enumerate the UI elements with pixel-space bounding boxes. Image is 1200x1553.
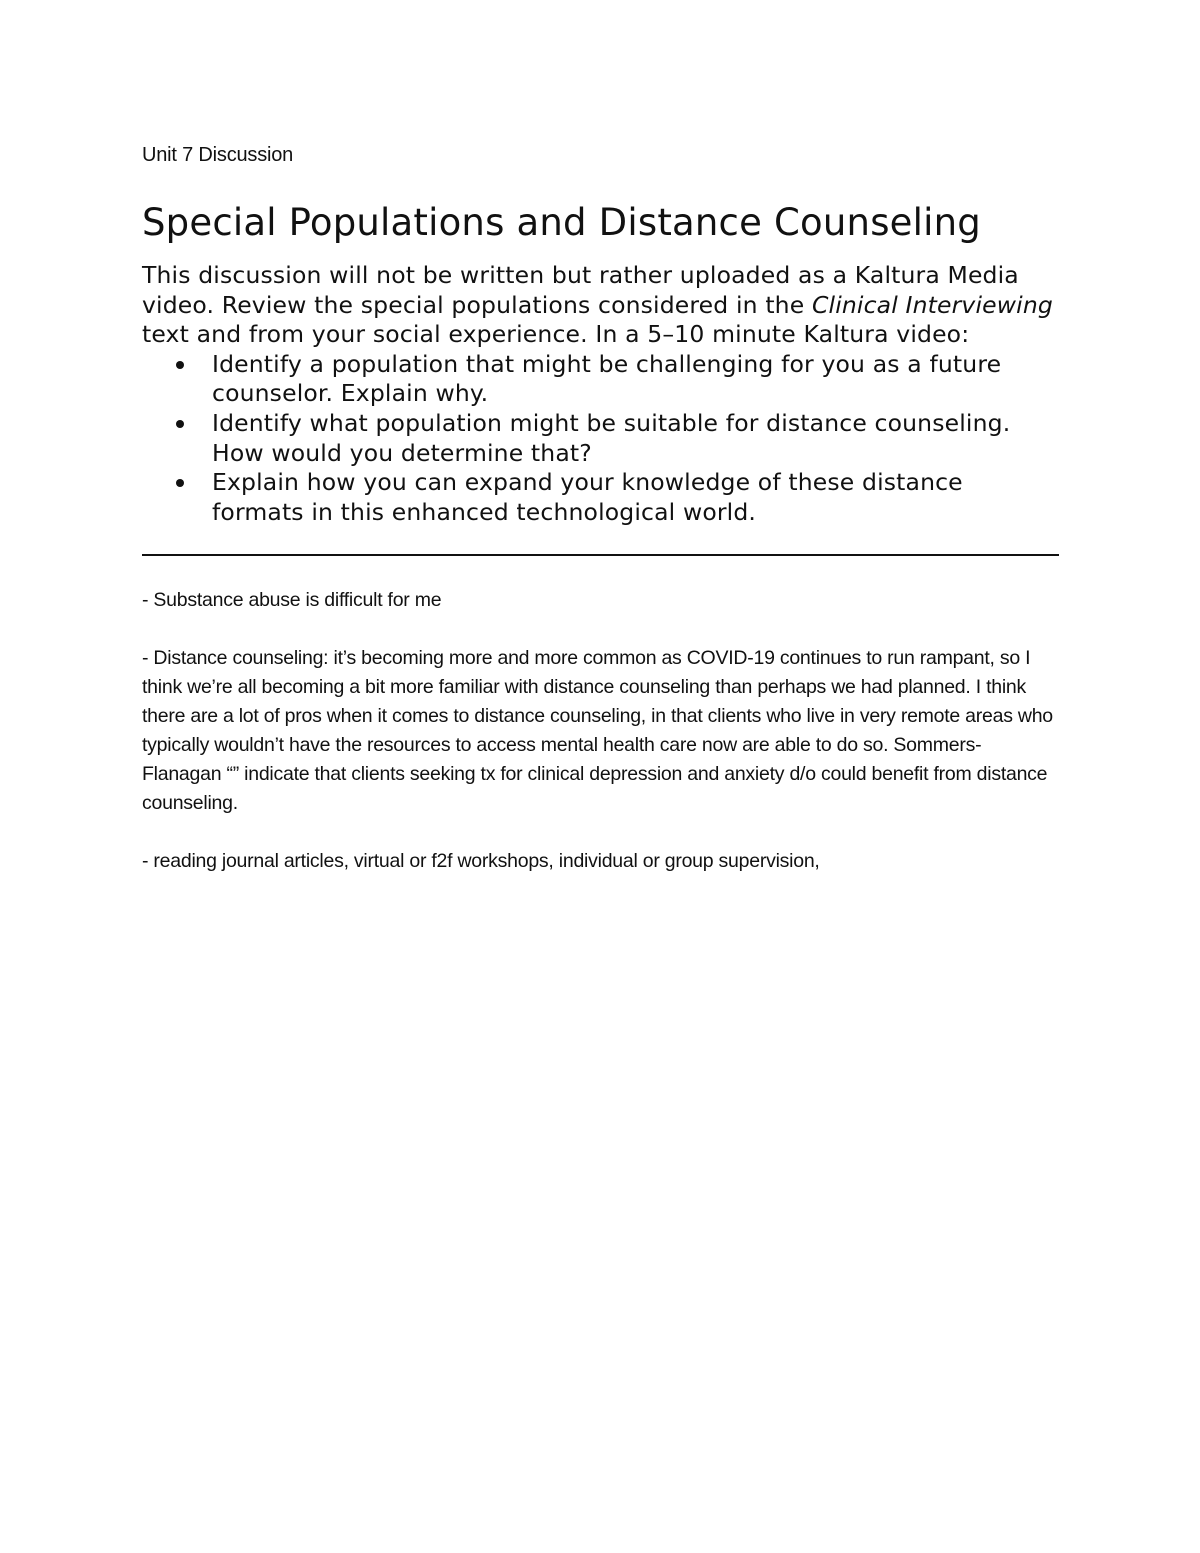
bullet-item: [142, 409, 1060, 468]
prompt-bullet-list: [142, 350, 1060, 528]
bullet-text: Identify a population that might be challenging for you as a future counselor. Explain why.: [212, 349, 1002, 408]
unit-label: Unit 7 Discussion: [142, 144, 294, 166]
prompt-text-part1: This discussion will not be written but rather uploaded as a Kaltura Media video. Review the special populations considered in the: [142, 261, 1019, 319]
bullet-dot-icon: [176, 420, 184, 428]
prompt-text-part2: text and from your social experience. In a 5–10 minute Kaltura video:: [142, 320, 970, 349]
bullet-dot-icon: [176, 361, 184, 369]
bullet-dot-icon: [176, 479, 184, 487]
horizontal-divider: [142, 554, 1059, 556]
discussion-prompt: [142, 261, 1060, 350]
prompt-book-title: Clinical Interviewing: [811, 290, 1053, 319]
bullet-text: Explain how you can expand your knowledge of these distance formats in this enhanced technological world.: [212, 468, 963, 526]
bullet-item: [142, 468, 1060, 527]
answer-paragraph: - reading journal articles, virtual or f2f workshops, individual or group supervision,: [142, 850, 820, 873]
bullet-text: Identify what population might be suitable for distance counseling. How would you determine that?: [212, 408, 1011, 467]
page-title: Special Populations and Distance Counseling: [142, 201, 981, 244]
answer-paragraph: - Substance abuse is difficult for me: [142, 589, 442, 612]
answer-section: [142, 586, 1060, 876]
answer-paragraph: - Distance counseling: it’s becoming more and more common as COVID-19 continues to run rampant, so I think we’re all becoming a bit more familiar with distance counseling than perhaps we had planned. I think there are a lot of pros when it comes to distance counseling, in that clients who live in very remote areas who typically wouldn’t have the resources to access mental health care now are able to do so. Sommers-Flanagan “” indicate that clients seeking tx for clinical depression and anxiety d/o could benefit from distance counseling.: [142, 647, 1053, 815]
document-content: [142, 140, 1060, 905]
bullet-item: [142, 350, 1060, 409]
